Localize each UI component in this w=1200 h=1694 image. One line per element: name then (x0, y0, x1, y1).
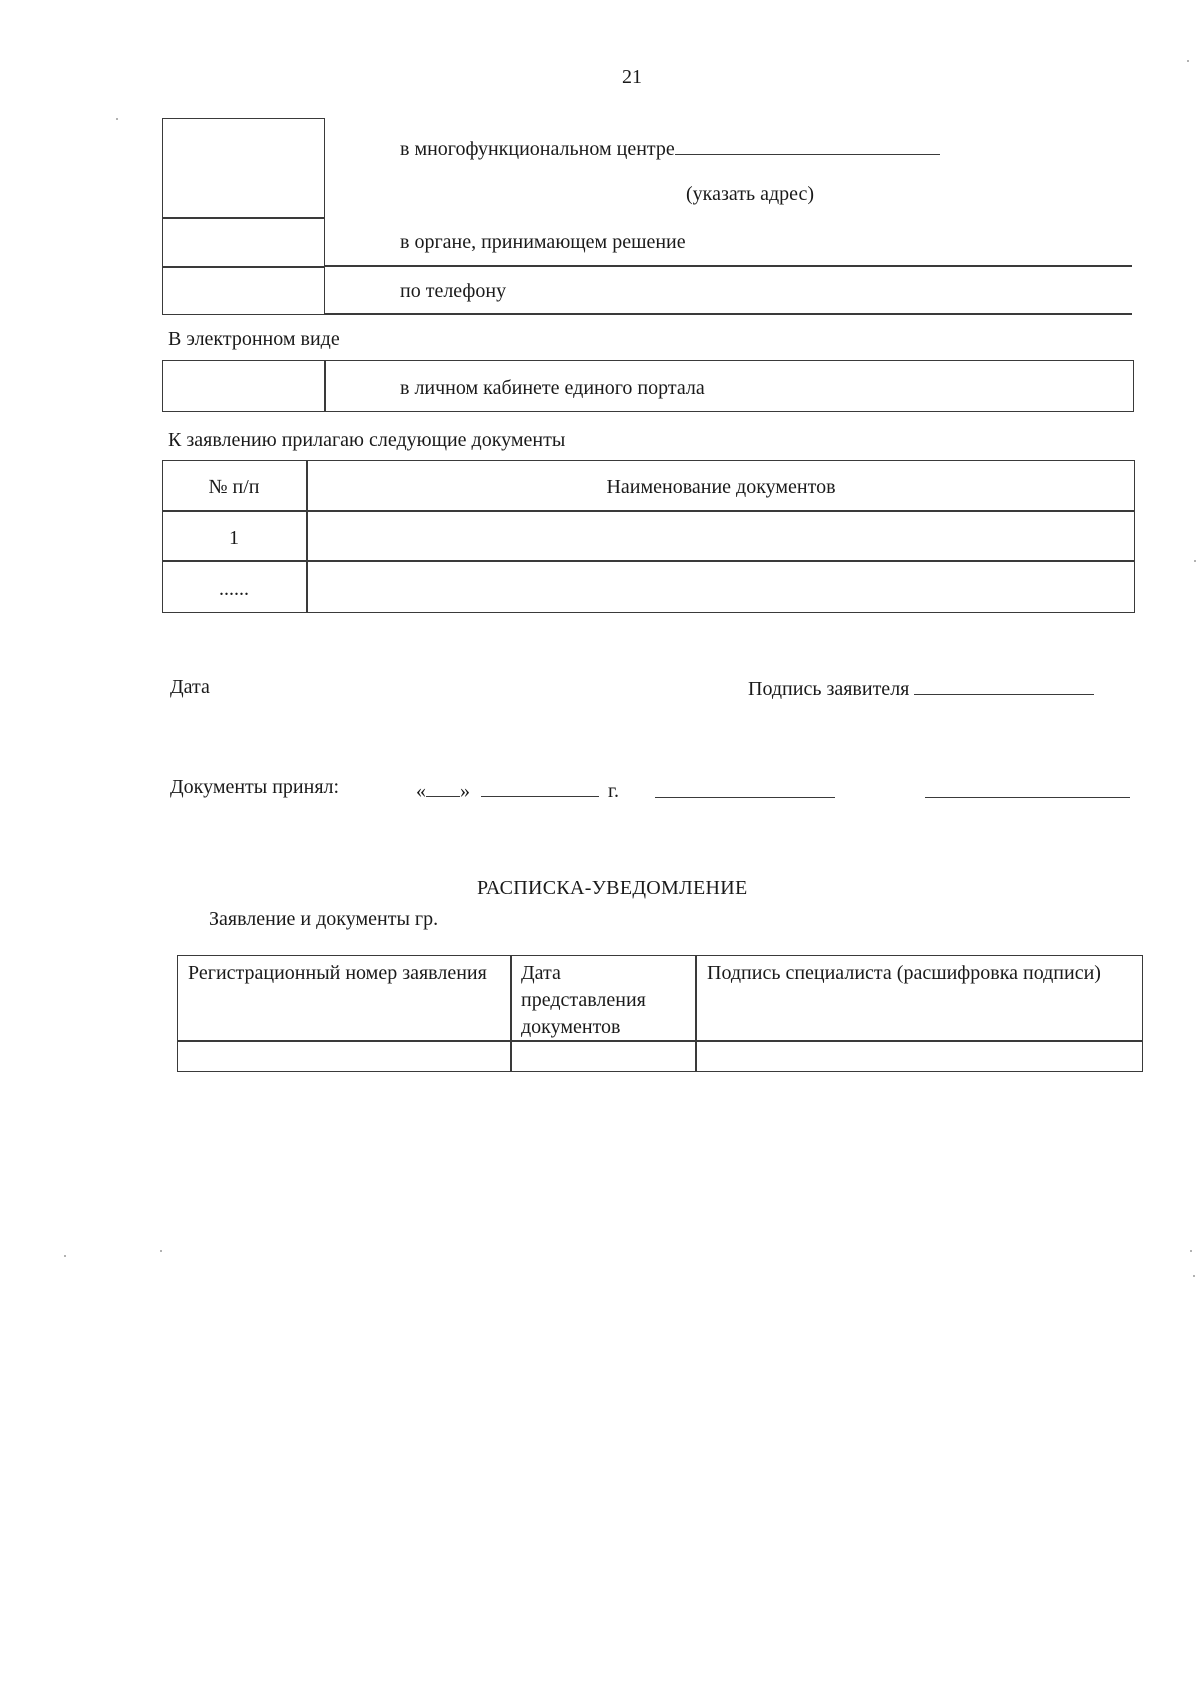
receipt-title: РАСПИСКА-УВЕДОМЛЕНИЕ (477, 877, 748, 899)
scan-speck (1187, 60, 1189, 62)
applicant-signature-field[interactable] (914, 674, 1094, 695)
mfc-option (400, 134, 940, 161)
documents-heading: К заявлению прилагаю следующие документы (168, 429, 566, 451)
authority-rule (325, 265, 1132, 267)
scan-speck (1190, 1250, 1192, 1252)
accepted-month-field[interactable] (481, 776, 599, 797)
scan-speck (160, 1250, 162, 1252)
year-suffix: г. (608, 780, 619, 802)
quote-open: « (416, 780, 426, 802)
page-number: 21 (622, 66, 642, 88)
mfc-checkbox[interactable] (162, 118, 325, 219)
applicant-signature (748, 674, 1094, 701)
receipt-header-regnum: Регистрационный номер заявления (188, 962, 487, 984)
receipt-subtitle: Заявление и документы гр. (209, 908, 439, 930)
phone-rule (325, 313, 1132, 315)
documents-row-num: 1 (229, 527, 239, 549)
accepted-day-field[interactable] (426, 776, 460, 797)
accepted-signature-field[interactable] (655, 797, 835, 798)
scan-speck (64, 1255, 66, 1257)
portal-divider (324, 360, 326, 412)
quote-close: » (460, 780, 470, 802)
portal-label: в личном кабинете единого портала (400, 377, 705, 399)
receipt-header-date: Дата представления документов (521, 962, 646, 1038)
address-hint: (указать адрес) (686, 183, 815, 205)
accepted-name-field[interactable] (925, 797, 1130, 798)
scan-speck (116, 118, 118, 120)
receipt-signature-field[interactable] (697, 1042, 1141, 1070)
portal-checkbox[interactable] (163, 361, 323, 410)
documents-row-name[interactable] (308, 562, 1134, 612)
phone-label: по телефону (400, 280, 507, 302)
mfc-label: в многофункциональном центре (400, 138, 675, 160)
mfc-address-field[interactable] (675, 134, 940, 155)
documents-row-num: ...... (219, 578, 249, 600)
accepted-label: Документы принял: (170, 776, 340, 798)
receipt-regnum-field[interactable] (179, 1042, 509, 1070)
electronic-heading: В электронном виде (168, 328, 340, 350)
phone-checkbox[interactable] (162, 266, 325, 315)
documents-header-name: Наименование документов (606, 476, 836, 498)
applicant-signature-label: Подпись заявителя (748, 678, 910, 700)
documents-row-name[interactable] (308, 512, 1134, 560)
documents-header-num: № п/п (208, 476, 260, 498)
authority-checkbox[interactable] (162, 217, 325, 268)
receipt-header-signature: Подпись специалиста (расшифровка подписи) (707, 962, 1101, 984)
authority-label: в органе, принимающем решение (400, 231, 686, 253)
receipt-date-field[interactable] (512, 1042, 694, 1070)
date-label: Дата (170, 676, 210, 698)
scan-speck (1193, 1275, 1195, 1277)
scan-speck (1194, 560, 1196, 562)
accepted-date (416, 776, 619, 803)
